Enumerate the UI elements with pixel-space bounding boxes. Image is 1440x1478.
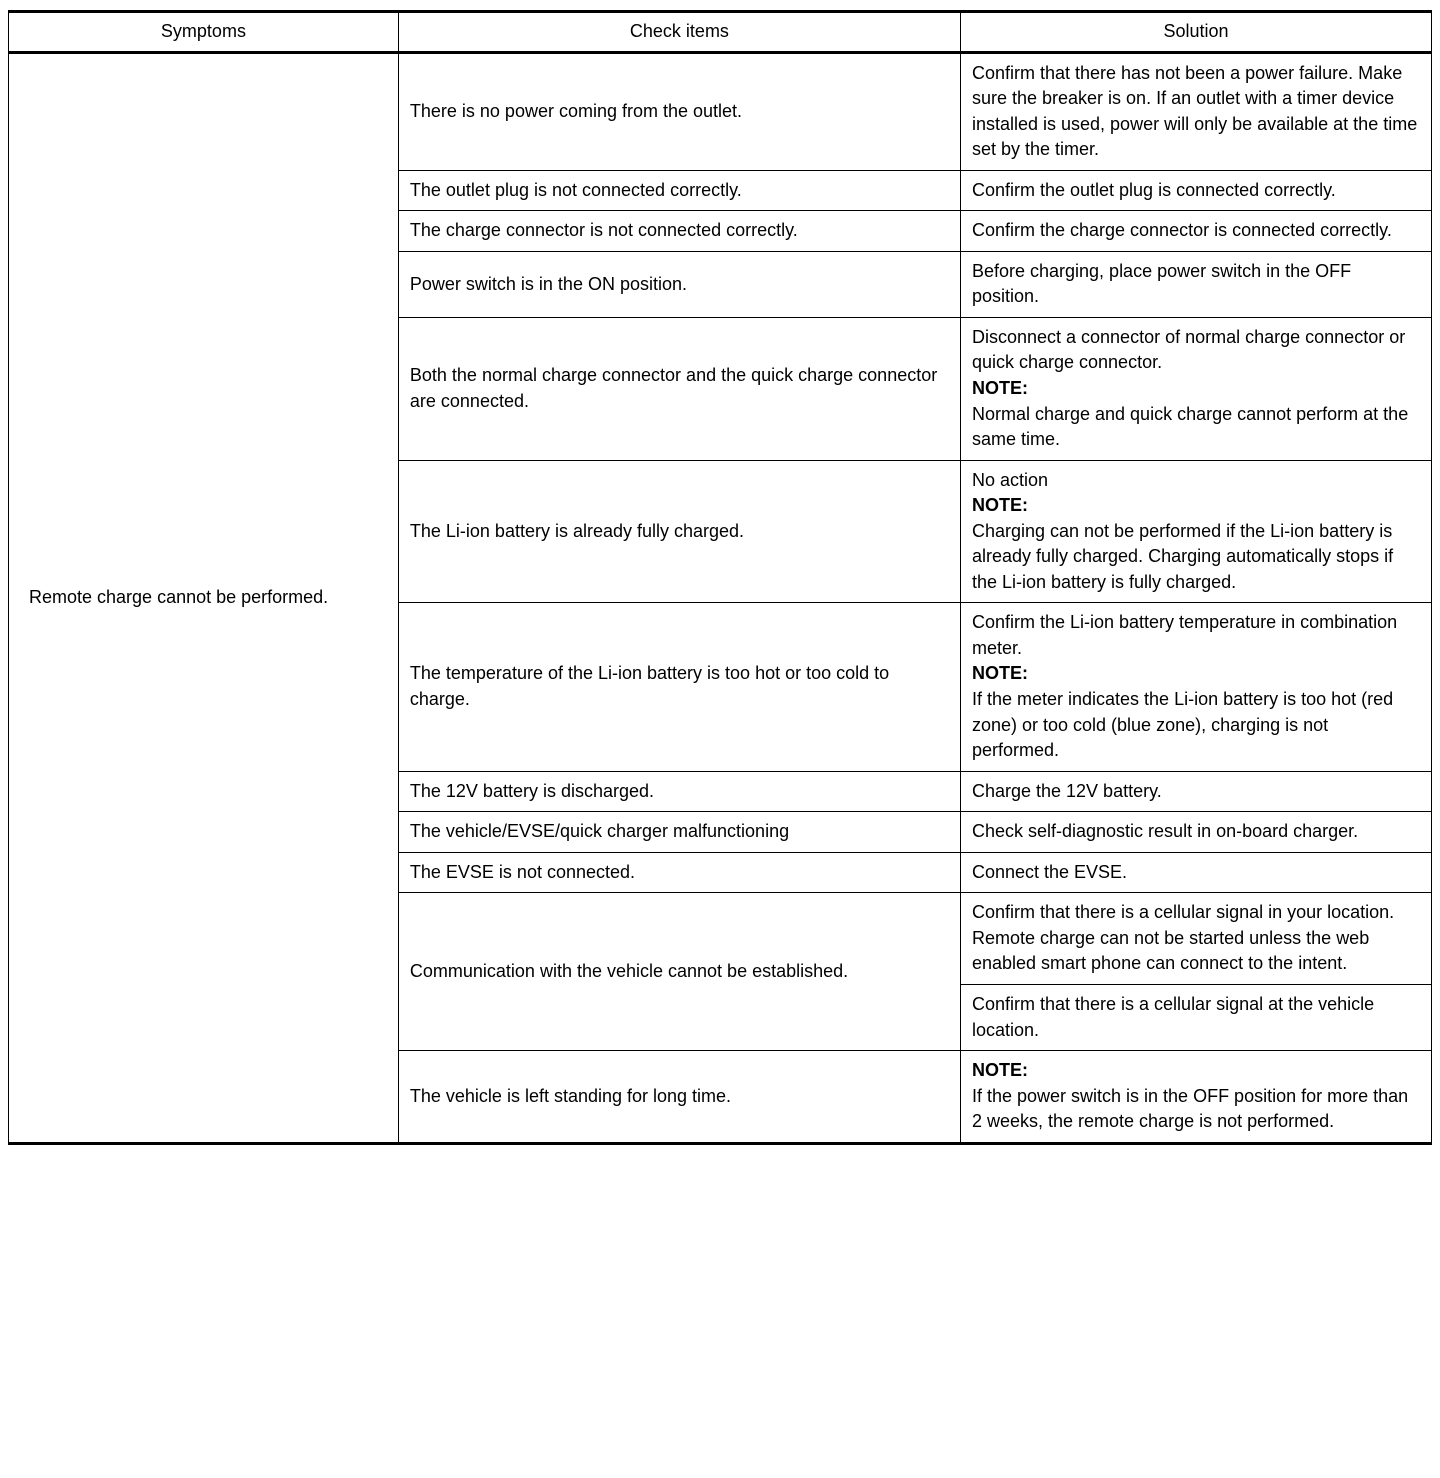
solution-cell bbox=[960, 317, 1431, 460]
solution-cell bbox=[960, 211, 1431, 252]
solution-cell bbox=[960, 52, 1431, 170]
note-text: If the meter indicates the Li-ion battery is too hot (red zone) or too cold (blue zone), charging is not performed. bbox=[971, 689, 1394, 761]
check-item-cell: The vehicle is left standing for long time. bbox=[398, 1051, 960, 1144]
header-check-items: Check items bbox=[398, 12, 960, 53]
solution-text: Charge the 12V battery. bbox=[971, 780, 1162, 801]
note-label: NOTE: bbox=[971, 378, 1028, 399]
solution-cell bbox=[960, 771, 1431, 812]
check-item-cell: The temperature of the Li-ion battery is too hot or too cold to charge. bbox=[398, 603, 960, 771]
solution-text: Connect the EVSE. bbox=[971, 861, 1128, 882]
solution-cell bbox=[960, 1051, 1431, 1144]
troubleshooting-table bbox=[8, 10, 1432, 1145]
solution-text: Confirm that there has not been a power failure. Make sure the breaker is on. If an outlet with a timer device installed is used, power will only be available at the time set by the timer. bbox=[971, 62, 1418, 160]
solution-cell bbox=[960, 852, 1431, 893]
solution-cell bbox=[960, 603, 1431, 771]
note-label: NOTE: bbox=[971, 1060, 1028, 1081]
note-text: Normal charge and quick charge cannot perform at the same time. bbox=[971, 403, 1409, 450]
table-row bbox=[9, 52, 1432, 170]
solution-cell bbox=[960, 251, 1431, 317]
check-item-cell: Power switch is in the ON position. bbox=[398, 251, 960, 317]
solution-cell bbox=[960, 460, 1431, 603]
solution-text: Confirm that there is a cellular signal at the vehicle location. bbox=[971, 993, 1375, 1040]
solution-text: Check self-diagnostic result in on-board charger. bbox=[971, 821, 1359, 842]
solution-text: Disconnect a connector of normal charge connector or quick charge connector. bbox=[971, 326, 1406, 373]
note-text: Charging can not be performed if the Li-ion battery is already fully charged. Charging automatically stops if the Li-ion battery is fully charged. bbox=[971, 520, 1394, 592]
symptom-cell: Remote charge cannot be performed. bbox=[9, 52, 399, 1143]
solution-text: Confirm the Li-ion battery temperature in combination meter. bbox=[971, 612, 1398, 658]
solution-text: Before charging, place power switch in the OFF position. bbox=[971, 260, 1352, 307]
solution-text: Confirm the charge connector is connected correctly. bbox=[971, 220, 1392, 241]
check-item-cell: The EVSE is not connected. bbox=[398, 852, 960, 893]
check-item-cell: The charge connector is not connected correctly. bbox=[398, 211, 960, 252]
note-text: If the power switch is in the OFF position for more than 2 weeks, the remote charge is not performed. bbox=[971, 1085, 1409, 1132]
solution-cell bbox=[960, 812, 1431, 853]
check-item-cell: Communication with the vehicle cannot be established. bbox=[398, 893, 960, 1051]
solution-text: Confirm the outlet plug is connected correctly. bbox=[971, 179, 1336, 200]
solution-cell bbox=[960, 170, 1431, 211]
check-item-cell: Both the normal charge connector and the quick charge connector are connected. bbox=[398, 317, 960, 460]
check-item-cell: The Li-ion battery is already fully charged. bbox=[398, 460, 960, 603]
check-item-cell: The 12V battery is discharged. bbox=[398, 771, 960, 812]
header-solution: Solution bbox=[960, 12, 1431, 53]
solution-text: No action bbox=[971, 469, 1049, 490]
check-item-cell: The outlet plug is not connected correctly. bbox=[398, 170, 960, 211]
check-item-cell: There is no power coming from the outlet. bbox=[398, 52, 960, 170]
solution-text: Confirm that there is a cellular signal in your location. Remote charge can not be started unless the web enabled smart phone can connect to the intent. bbox=[971, 902, 1395, 974]
note-label: NOTE: bbox=[971, 495, 1028, 516]
solution-cell bbox=[960, 893, 1431, 985]
note-label: NOTE: bbox=[971, 663, 1028, 684]
table-header-row bbox=[9, 12, 1432, 53]
check-item-cell: The vehicle/EVSE/quick charger malfunctioning bbox=[398, 812, 960, 853]
header-symptoms: Symptoms bbox=[9, 12, 399, 53]
solution-cell bbox=[960, 984, 1431, 1050]
